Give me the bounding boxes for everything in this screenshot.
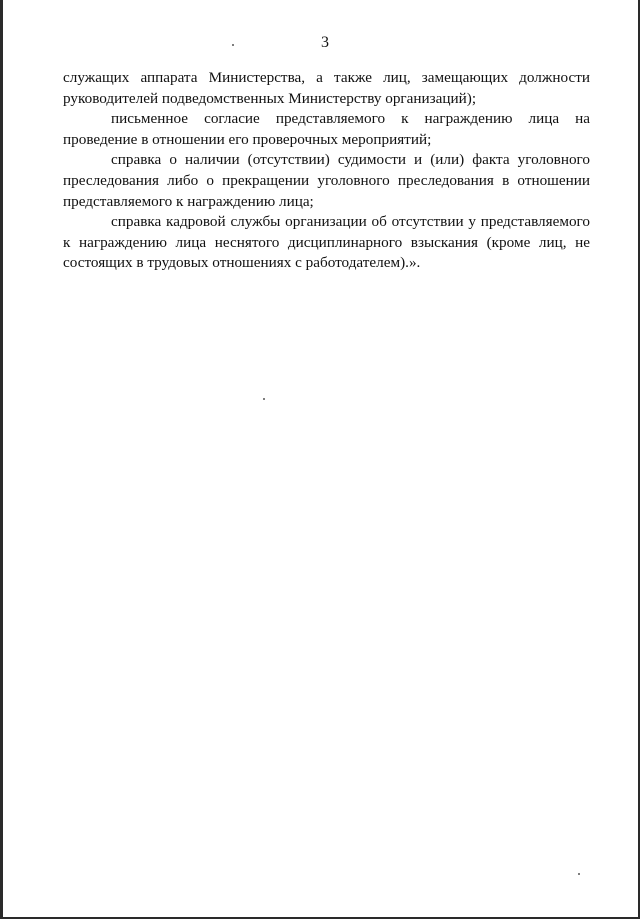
scan-speck xyxy=(578,873,580,875)
paragraph-continuation: служащих аппарата Министерства, а также лиц, замещающих должности руководителей подведомственных Министерству организаций); xyxy=(63,69,590,107)
scan-edge-left xyxy=(0,0,3,919)
scan-speck xyxy=(263,398,265,400)
paragraph-criminal-record-certificate: справка о наличии (отсутствии) судимости и (или) факта уголовного преследования либо о прекращении уголовного преследования в отношении представляемого к награждению лица; xyxy=(63,151,590,210)
body-text xyxy=(63,68,590,274)
page-number: 3 xyxy=(321,34,329,51)
paragraph-hr-certificate: справка кадровой службы организации об отсутствии у представляемого к награждению лица неснятого дисциплинарного взыскания (кроме лиц, не состоящих в трудовых отношениях с работодателем).». xyxy=(63,213,590,272)
paragraph-written-consent: письменное согласие представляемого к награждению лица на проведение в отношении его проверочных мероприятий; xyxy=(63,110,590,148)
